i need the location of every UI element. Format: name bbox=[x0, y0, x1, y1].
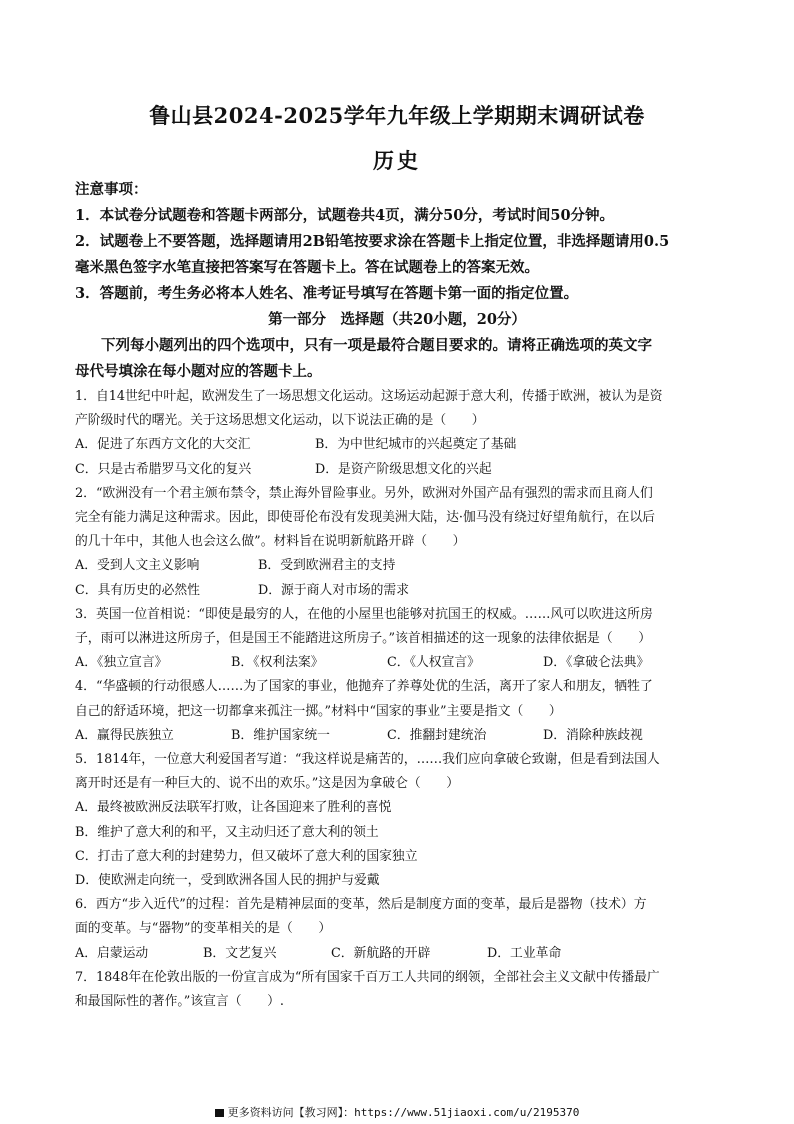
option-d[interactable]: D．使欧洲走向统一，受到欧洲各国人民的拥护与爱戴 bbox=[75, 873, 380, 889]
section-heading: 第一部分 选择题（共20小题，20分） bbox=[268, 311, 526, 328]
option-c[interactable]: C．推翻封建统治 bbox=[387, 727, 487, 743]
question-7-line: 7．1848年在伦敦出版的一份宣言成为“所有国家千百万工人共同的纲领，全部社会主义文献中传播最广 bbox=[75, 969, 660, 985]
option-d[interactable]: D．《拿破仑法典》 bbox=[543, 655, 650, 671]
notes-item: 3．答题前，考生务必将本人姓名、准考证号填写在答题卡第一面的指定位置。 bbox=[75, 285, 579, 302]
question-1-line: 1．自14世纪中叶起，欧洲发生了一场思想文化运动。这场运动起源于意大利，传播于欧洲，被认为是资 bbox=[75, 389, 663, 404]
notes-item: 2．试题卷上不要答题，选择题请用2B铅笔按要求涂在答题卡上指定位置，非选择题请用0.5 bbox=[75, 233, 670, 250]
question-3-line: 3．英国一位首相说：“即使是最穷的人，在他的小屋里也能够对抗国王的权威。……风可以吹进这所房 bbox=[75, 606, 653, 622]
footer bbox=[0, 1104, 794, 1120]
option-d[interactable]: D．消除种族歧视 bbox=[543, 727, 643, 743]
question-1-line: 产阶级时代的曙光。关于这场思想文化运动，以下说法正确的是（ ） bbox=[75, 413, 485, 429]
option-a[interactable]: A．最终被欧洲反法联军打败，让各国迎来了胜利的喜悦 bbox=[75, 800, 392, 816]
option-d[interactable]: D．工业革命 bbox=[487, 945, 562, 961]
question-4-line: 自己的舒适环境，把这一切都拿来孤注一掷。”材料中“国家的事业”主要是指文（ ） bbox=[75, 703, 562, 719]
option-d[interactable]: D．是资产阶级思想文化的兴起 bbox=[315, 461, 492, 477]
option-b[interactable]: B．《权利法案》 bbox=[231, 655, 324, 671]
question-2-line: 的几十年中，其他人也会这么做”。材料旨在说明新航路开辟（ ） bbox=[75, 534, 466, 550]
question-4-options bbox=[75, 724, 719, 748]
notes-item: 毫米黑色签字水笔直接把答案写在答题卡上。答在试题卷上的答案无效。 bbox=[75, 259, 539, 276]
section-instruction: 下列每小题列出的四个选项中，只有一项是最符合题目要求的。请将正确选项的英文字 bbox=[101, 337, 652, 354]
subject-title: 历史 bbox=[373, 148, 421, 173]
option-b[interactable]: B．文艺复兴 bbox=[203, 945, 277, 961]
question-1-options bbox=[75, 433, 719, 457]
question-5-line: 5．1814年，一位意大利爱国者写道：“我这样说是痛苦的，……我们应向拿破仑致谢，但是看到法国人 bbox=[75, 752, 660, 768]
question-3-options bbox=[75, 651, 719, 675]
question-2-options bbox=[75, 554, 719, 578]
question-2-line: 2．“欧洲没有一个君主颁布禁令，禁止海外冒险事业。另外，欧洲对外国产品有强烈的需求而且商人们 bbox=[75, 485, 653, 501]
flag-icon bbox=[215, 1109, 224, 1117]
question-2-options bbox=[75, 579, 719, 603]
option-a[interactable]: A．受到人文主义影响 bbox=[75, 558, 200, 574]
notes-item: 1．本试卷分试题卷和答题卡两部分，试题卷共4页，满分50分，考试时间50分钟。 bbox=[75, 207, 615, 224]
question-1-options bbox=[75, 458, 719, 482]
notes-heading: 注意事项： bbox=[75, 181, 148, 198]
footer-link[interactable]: 更多资料访问【教习网】：https://www.51jiaoxi.com/u/2195370 bbox=[227, 1106, 580, 1119]
option-c[interactable]: C．新航路的开辟 bbox=[331, 945, 431, 961]
question-7-line: 和最国际性的著作。”该宣言（ ）. bbox=[75, 994, 284, 1010]
question-6-line: 6．西方“步入近代”的过程：首先是精神层面的变革，然后是制度方面的变革，最后是器物（技术）方 bbox=[75, 897, 647, 913]
question-6-options bbox=[75, 942, 719, 966]
exam-content bbox=[75, 177, 719, 1014]
question-3-line: 子，雨可以淋进这所房子，但是国王不能踏进这所房子。”该首相描述的这一现象的法律依据是（ ） bbox=[75, 631, 652, 647]
option-a[interactable]: A．促进了东西方文化的大交汇 bbox=[75, 437, 251, 453]
option-c[interactable]: C．只是古希腊罗马文化的复兴 bbox=[75, 461, 252, 477]
section-instruction: 母代号填涂在每小题对应的答题卡上。 bbox=[75, 363, 322, 380]
question-4-line: 4．“华盛顿的行动很感人……为了国家的事业，他抛弃了养尊处优的生活，离开了家人和朋友，牺牲了 bbox=[75, 679, 653, 695]
option-c[interactable]: C．打击了意大利的封建势力，但又破坏了意大利的国家独立 bbox=[75, 848, 418, 864]
question-2-line: 完全有能力满足这种需求。因此，即使哥伦布没有发现美洲大陆，达·伽马没有绕过好望角航行，在以后 bbox=[75, 510, 655, 526]
option-c[interactable]: C．《人权宣言》 bbox=[387, 655, 480, 671]
option-b[interactable]: B．维护了意大利的和平，又主动归还了意大利的领土 bbox=[75, 824, 379, 840]
option-b[interactable]: B．为中世纪城市的兴起奠定了基础 bbox=[315, 437, 517, 453]
question-6-line: 面的变革。与“器物”的变革相关的是（ ） bbox=[75, 921, 332, 937]
option-a[interactable]: A．赢得民族独立 bbox=[75, 727, 174, 743]
exam-title: 鲁山县2024-2025学年九年级上学期期末调研试卷 bbox=[149, 103, 645, 128]
option-a[interactable]: A．《独立宣言》 bbox=[75, 655, 168, 671]
option-b[interactable]: B．维护国家统一 bbox=[231, 727, 330, 743]
option-a[interactable]: A．启蒙运动 bbox=[75, 945, 149, 961]
option-b[interactable]: B．受到欧洲君主的支持 bbox=[258, 558, 396, 574]
option-d[interactable]: D．源于商人对市场的需求 bbox=[258, 582, 410, 598]
option-c[interactable]: C．具有历史的必然性 bbox=[75, 582, 200, 598]
question-5-line: 离开时还是有一种巨大的、说不出的欢乐。”这是因为拿破仑（ ） bbox=[75, 776, 460, 792]
